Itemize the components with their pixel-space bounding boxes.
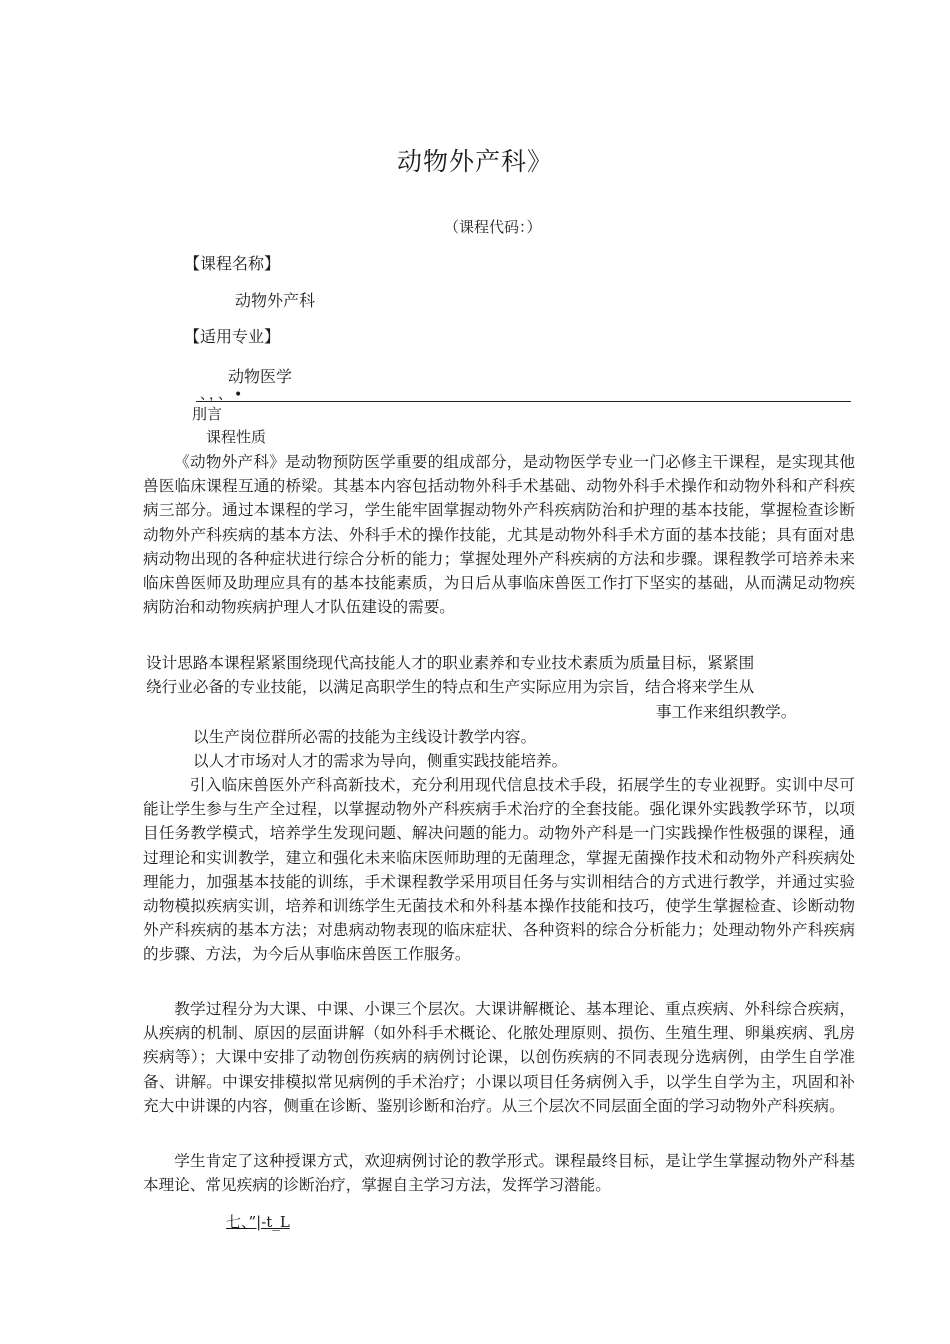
major-label: 【适用专业】 xyxy=(184,327,281,346)
paragraph-student-feedback: 学生肯定了这种授课方式，欢迎病例讨论的教学形式。课程最终目标，是让学生掌握动物外产科基本理论、常见疾病的诊断治疗，掌握自主学习方法，发挥学习潜能。 xyxy=(143,1152,855,1195)
paragraph-course-nature: 《动物外产科》是动物预防医学重要的组成部分，是动物医学专业一门必修主干课程，是实现其他兽医临床课程互通的桥梁。其基本内容包括动物外科手术基础、动物外科手术操作和动物外科和产科疾病三部分。通过本课程的学习，学生能牢固掌握动物外产科疾病防治和护理的基本技能，掌握检查诊断动物外产科疾病的基本方法、外科手术的操作技能，尤其是动物外科手术方面的基本技能；具有面对患病动物出现的各种症状进行综合分析的能力；掌握处理外产科疾病的方法和步骤。课程教学可培养未来临床兽医师及助理应具有的基本技能素质，为日后从事临床兽医工作打下坚实的基础，从而满足动物疾病防治和动物疾病护理人才队伍建设的需要。 xyxy=(143,453,855,617)
course-nature-heading: 课程性质 xyxy=(206,428,267,446)
preface-heading: 刖言 xyxy=(192,405,223,423)
design-line-1: 设计思路本课程紧紧围绕现代高技能人才的职业素养和专业技术素质为质量目标，紧紧围 xyxy=(146,654,755,672)
footer-section-mark: 七、”|-t_L xyxy=(226,1213,290,1231)
paragraph-teaching-method: 引入临床兽医外产科高新技术，充分利用现代信息技术手段，拓展学生的专业视野。实训中尽可能让学生参与生产全过程，以掌握动物外产科疾病手术治疗的全套技能。强化课外实践教学环节，以项目任务教学模式，培养学生发现问题、解决问题的能力。动物外产科是一门实践操作性极强的课程，通过理论和实训教学，建立和强化未来临床医师助理的无菌理念，掌握无菌操作技术和动物外产科疾病处理能力，加强基本技能的训练，手术课程教学采用项目任务与实训相结合的方式进行教学，并通过实验动物模拟疾病实训，培养和训练学生无菌技术和外科基本操作技能和技巧，使学生掌握检查、诊断动物外产科疾病的基本方法；对患病动物表现的临床症状、各种资料的综合分析能力；处理动物外产科疾病的步骤、方法，为今后从事临床兽医工作服务。 xyxy=(143,776,855,964)
design-line-2: 绕行业必备的专业技能，以满足高职学生的特点和生产实际应用为宗旨，结合将来学生从 xyxy=(146,678,755,696)
design-line-3: 事工作来组织教学。 xyxy=(656,703,797,721)
section-marks: 、，、• xyxy=(200,387,245,403)
document-title: 动物外产科》 xyxy=(396,147,553,176)
course-name-value: 动物外产科 xyxy=(235,291,316,310)
section-divider xyxy=(196,401,851,402)
design-point-1: 以生产岗位群所必需的技能为主线设计教学内容。 xyxy=(193,728,537,746)
paragraph-teaching-process: 教学过程分为大课、中课、小课三个层次。大课讲解概论、基本理论、重点疾病、外科综合疾病，从疾病的机制、原因的层面讲解（如外科手术概论、化脓处理原则、损伤、生殖生理、卵巢疾病、乳房疾病等）；大课中安排了动物创伤疾病的病例讨论课，以创伤疾病的不同表现分选病例，由学生自学准备、讲解。中课安排模拟常见病例的手术治疗；小课以项目任务病例入手，以学生自学为主，巩固和补充大中讲课的内容，侧重在诊断、鉴别诊断和治疗。从三个层次不同层面全面的学习动物外产科疾病。 xyxy=(143,1000,855,1115)
design-point-2: 以人才市场对人才的需求为导向，侧重实践技能培养。 xyxy=(193,752,568,770)
course-name-label: 【课程名称】 xyxy=(184,254,281,273)
course-code: （课程代码：） xyxy=(444,218,542,236)
major-value: 动物医学 xyxy=(228,367,293,386)
